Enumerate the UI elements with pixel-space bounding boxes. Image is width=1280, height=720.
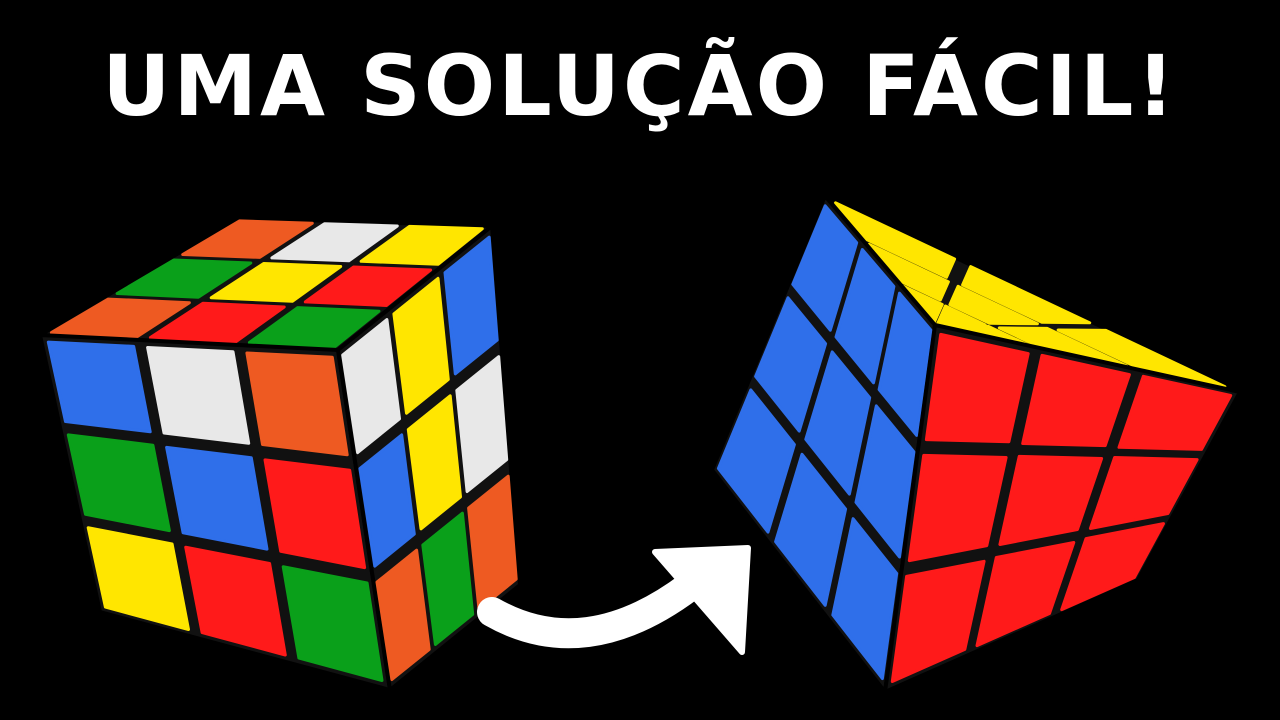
solved-cube bbox=[712, 196, 1240, 692]
scrambled-front-face bbox=[40, 335, 390, 690]
curved-arrow-icon bbox=[492, 548, 748, 652]
scrambled-cube bbox=[40, 218, 520, 690]
solved-right-face bbox=[885, 325, 1240, 692]
sticker bbox=[48, 342, 150, 432]
headline-title: UMA SOLUÇÃO FÁCIL! bbox=[102, 37, 1178, 135]
sticker bbox=[148, 348, 249, 444]
sticker bbox=[247, 353, 347, 455]
arrow-shaft bbox=[492, 586, 690, 633]
sticker bbox=[926, 334, 1028, 441]
sticker bbox=[265, 460, 365, 568]
